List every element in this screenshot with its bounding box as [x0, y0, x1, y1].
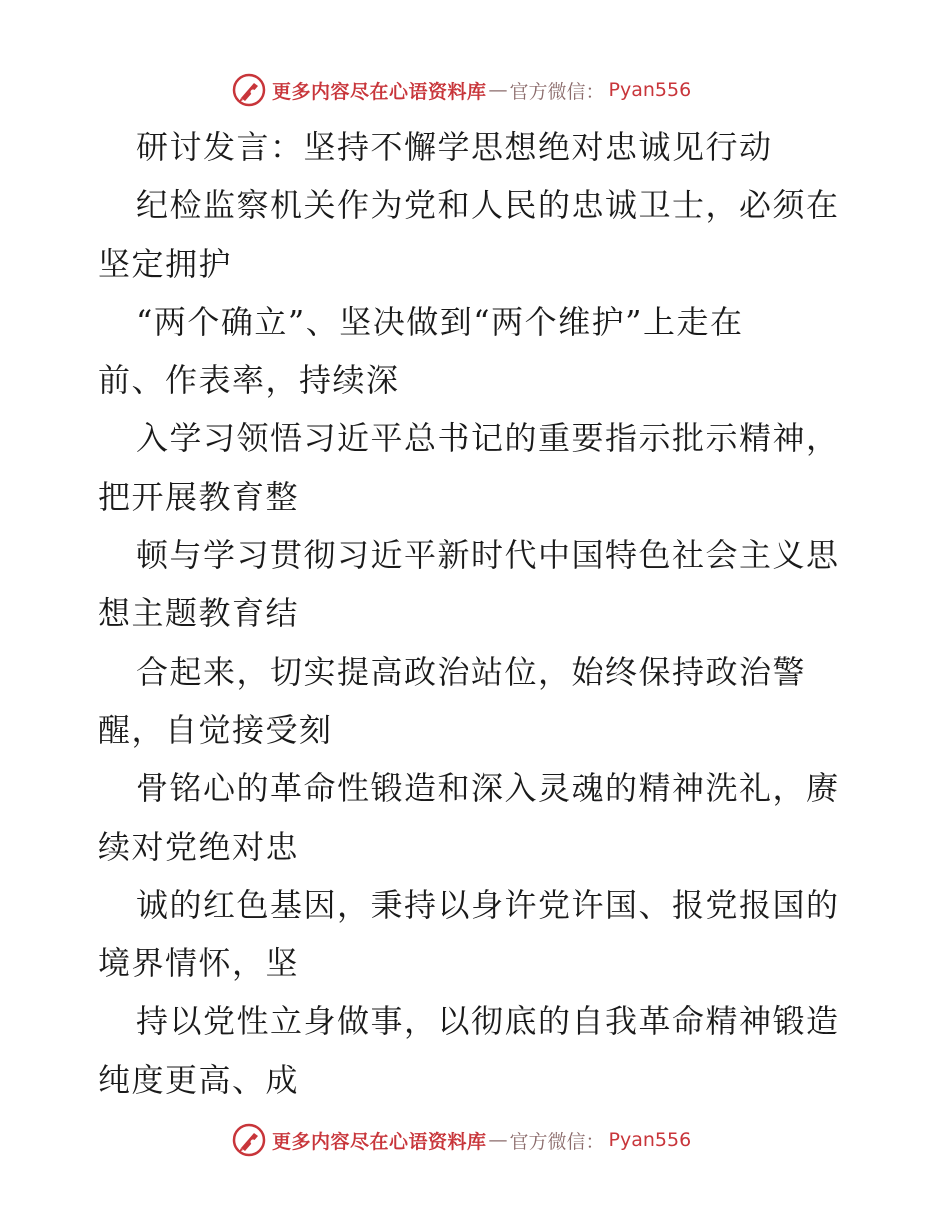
text-line: 醒，自觉接受刻 [98, 710, 333, 749]
document-body [98, 118, 868, 1109]
text-line: 诚的红色基因，秉持以身许党许国、报党报国的 [136, 885, 840, 924]
watermark-wechat-label: 官方微信： [509, 1130, 605, 1153]
pen-logo-icon [232, 1123, 266, 1157]
footer-watermark [232, 1122, 691, 1158]
watermark-separator: — [488, 1129, 508, 1151]
text-line: 入学习领悟习近平总书记的重要指示批示精神， [136, 419, 840, 458]
text-line: 把开展教育整 [98, 477, 300, 516]
watermark-site-text: 更多内容尽在心语资料库 [272, 80, 487, 103]
watermark-separator: — [488, 79, 508, 101]
text-line: 续对党绝对忠 [98, 827, 300, 866]
text-line: 纪检监察机关作为党和人民的忠诚卫士，必须在 [136, 186, 840, 225]
text-line: 想主题教育结 [98, 594, 300, 633]
document-title: 研讨发言：坚持不懈学思想绝对忠诚见行动 [136, 128, 773, 166]
text-line: 境界情怀，坚 [98, 944, 300, 983]
watermark-site-text: 更多内容尽在心语资料库 [272, 1130, 487, 1153]
header-watermark [232, 72, 691, 108]
watermark-account: Pyan556 [608, 79, 692, 101]
pen-logo-icon [232, 73, 266, 107]
text-line: “两个确立”、坚决做到“两个维护”上走在 [136, 302, 744, 341]
text-line: 前、作表率，持续深 [98, 361, 400, 400]
watermark-account: Pyan556 [608, 1129, 692, 1151]
watermark-wechat-label: 官方微信： [509, 80, 605, 103]
text-line: 骨铭心的革命性锻造和深入灵魂的精神洗礼，赓 [136, 769, 840, 808]
text-line: 坚定拥护 [98, 244, 233, 283]
text-line: 持以党性立身做事，以彻底的自我革命精神锻造 [136, 1002, 840, 1041]
text-line: 合起来，切实提高政治站位，始终保持政治警 [136, 652, 807, 691]
text-line: 纯度更高、成 [98, 1060, 300, 1099]
text-line: 顿与学习贯彻习近平新时代中国特色社会主义思 [136, 536, 840, 575]
